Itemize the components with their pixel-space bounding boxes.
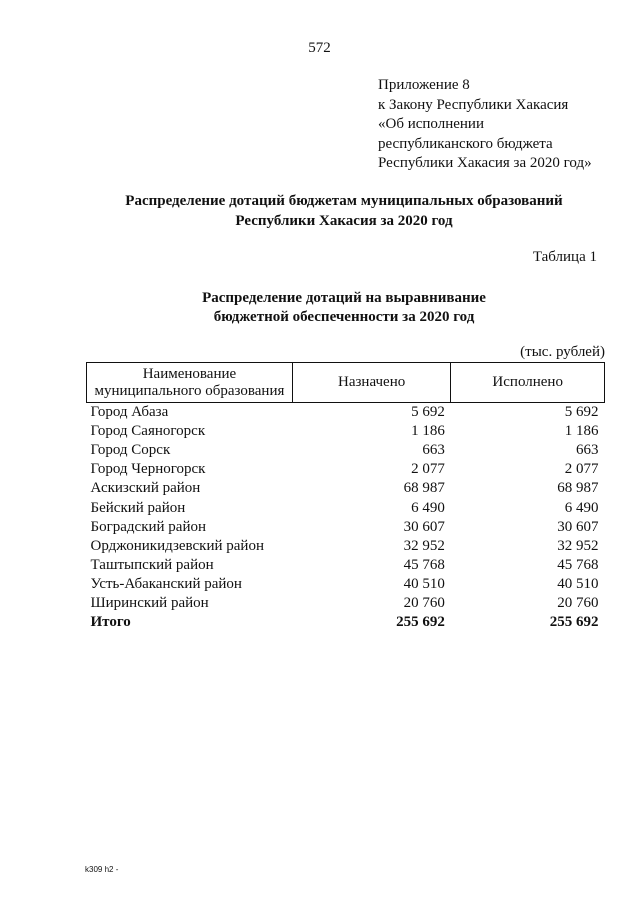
row-assigned: 40 510 <box>403 575 445 592</box>
appendix-line: Республики Хакасия за 2020 год» <box>378 155 592 171</box>
row-assigned: 68 987 <box>403 480 445 497</box>
table-label: Таблица 1 <box>532 249 597 265</box>
row-executed: 30 607 <box>557 518 599 535</box>
table-row <box>87 575 605 594</box>
appendix-line: «Об исполнении <box>378 116 484 132</box>
appendix-line: Приложение 8 <box>378 77 470 93</box>
table-row <box>87 479 605 498</box>
table-row <box>87 537 605 556</box>
table-row <box>87 518 605 537</box>
row-executed: 1 186 <box>564 423 599 440</box>
row-name: Орджоникидзевский район <box>90 537 264 554</box>
footer-code: k309 h2 - <box>85 865 119 874</box>
row-executed: 68 987 <box>557 480 599 497</box>
row-executed: 5 692 <box>564 404 599 421</box>
row-executed: 45 768 <box>557 556 599 573</box>
table-row <box>87 556 605 575</box>
row-name: Город Абаза <box>90 404 169 421</box>
total-label: Итого <box>90 614 131 631</box>
row-assigned: 20 760 <box>403 594 445 611</box>
row-executed: 663 <box>576 442 599 459</box>
page-number: 572 <box>308 40 331 56</box>
row-name: Таштыпский район <box>90 556 214 573</box>
row-name: Город Черногорск <box>90 461 206 478</box>
table-row <box>87 422 605 441</box>
row-name: Город Сорск <box>90 442 171 459</box>
row-assigned: 45 768 <box>403 556 445 573</box>
appendix-note <box>378 76 592 174</box>
table-row <box>87 498 605 517</box>
row-name: Боградский район <box>90 518 207 535</box>
row-assigned: 5 692 <box>411 404 445 421</box>
row-executed: 20 760 <box>557 594 599 611</box>
appendix-line: к Закону Республики Хакасия <box>378 96 569 113</box>
document-title <box>60 191 628 231</box>
total-assigned: 255 692 <box>396 614 445 631</box>
table-header-row <box>87 363 605 403</box>
row-executed: 32 952 <box>557 537 599 554</box>
row-assigned: 663 <box>422 442 445 459</box>
table-title <box>60 289 628 327</box>
units-note: (тыс. рублей) <box>520 344 605 360</box>
total-executed: 255 692 <box>549 614 599 631</box>
table-row <box>87 403 605 423</box>
row-name: Ширинский район <box>90 594 209 611</box>
table-row <box>87 594 605 613</box>
header-executed: Исполнено <box>451 363 605 403</box>
row-assigned: 6 490 <box>411 499 445 516</box>
row-assigned: 32 952 <box>403 537 445 554</box>
table-title-line: бюджетной обеспеченности за 2020 год <box>213 309 475 325</box>
table-title-line: Распределение дотаций на выравнивание <box>202 290 486 306</box>
row-name: Усть-Абаканский район <box>90 575 242 592</box>
subsidy-table <box>86 362 605 632</box>
appendix-line: республиканского бюджета <box>378 135 553 152</box>
row-assigned: 2 077 <box>411 461 445 478</box>
header-assigned: Назначено <box>292 363 451 403</box>
row-executed: 6 490 <box>564 499 599 516</box>
row-name: Аскизский район <box>90 480 201 497</box>
document-title-line: Распределение дотаций бюджетам муниципальных образований <box>125 193 563 209</box>
row-name: Бейский район <box>90 499 186 516</box>
document-title-line: Республики Хакасия за 2020 год <box>235 213 453 229</box>
table-row <box>87 460 605 479</box>
row-name: Город Саяногорск <box>90 423 206 440</box>
row-executed: 40 510 <box>557 575 599 592</box>
row-assigned: 1 186 <box>411 423 445 440</box>
row-assigned: 30 607 <box>403 518 445 535</box>
table-row <box>87 441 605 460</box>
header-name: Наименование муниципального образования <box>87 363 293 403</box>
row-executed: 2 077 <box>564 461 599 478</box>
total-row <box>87 613 605 632</box>
